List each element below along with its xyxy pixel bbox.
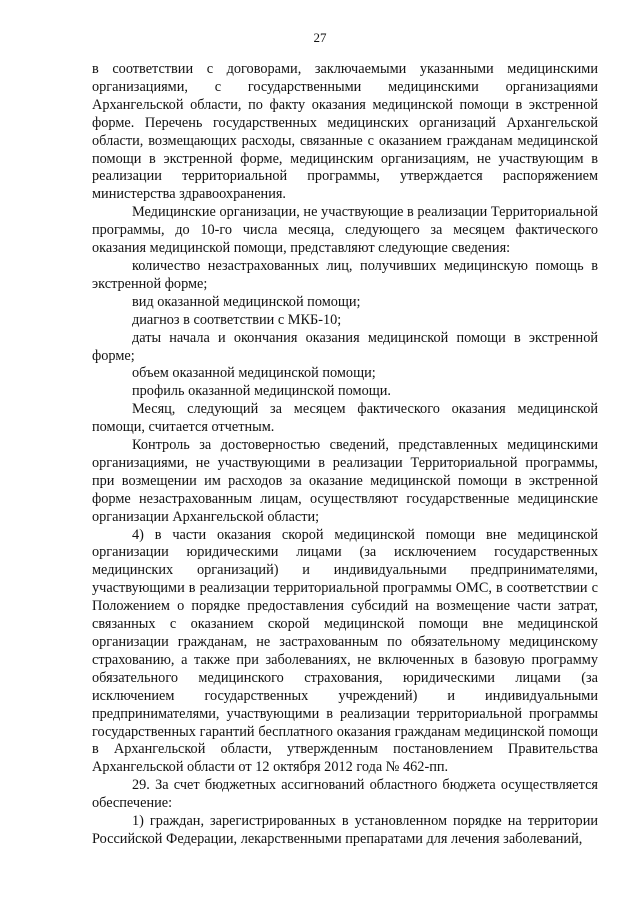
paragraph: 29. За счет бюджетных ассигнований областного бюджета осуществляется обеспечение: [92,777,598,812]
paragraph: вид оказанной медицинской помощи; [132,293,361,310]
paragraph: профиль оказанной медицинской помощи. [132,383,391,400]
paragraph: Контроль за достоверностью сведений, представленных медицинскими организациями, не участвующими в реализации Территориальной программы, при возмещении им расходов за оказание медицинской помощи в экстренной форме незастрахованным лицам, осуществляют государственные медицинские организации Архангельской области; [92,437,598,525]
paragraph: Медицинские организации, не участвующие в реализации Территориальной программы, до 10-го числа месяца, следующего за месяцем фактического оказания медицинской помощи, представляют следующие сведения: [92,204,598,257]
paragraph: 4) в части оказания скорой медицинской помощи вне медицинской организации юридическими лицами (за исключением государственных медицинских организаций) и индивидуальными предпринимателями, участвующими в реализации территориальной программы ОМС, в соответствии с Положением о порядке предоставления субсидий на возмещение части затрат, связанных с оказанием скорой медицинской помощи вне медицинской организации гражданам, не застрахованным по обязательному медицинскому страхованию, а также при заболеваниях, не включенных в базовую программу обязательного медицинского страхования, юридическими лицами (за исключением государственных учреждений) и индивидуальными предпринимателями, участвующими в реализации территориальной программы государственных гарантий бесплатного оказания гражданам медицинской помощи в Архангельской области, утвержденным постановлением Правительства Архангельской области от 12 октября 2012 года № 462-пп. [92,526,598,776]
body-text [92,61,598,849]
paragraph: 1) граждан, зарегистрированных в установленном порядке на территории Российской Федерации, лекарственными препаратами для лечения заболеваний, [92,813,598,847]
paragraph: диагноз в соответствии с МКБ-10; [132,311,342,328]
paragraph: даты начала и окончания оказания медицинской помощи в экстренной форме; [92,329,598,364]
paragraph: количество незастрахованных лиц, получивших медицинскую помощь в экстренной форме; [92,257,598,292]
paragraph: Месяц, следующий за месяцем фактического оказания медицинской помощи, считается отчетным. [92,401,598,436]
page-number: 27 [313,30,327,45]
paragraph: в соответствии с договорами, заключаемыми указанными медицинскими организациями, с государственными медицинскими организациями Архангельской области, по факту оказания медицинской помощи в экстренной форме. Перечень государственных медицинских организаций Архангельской области, возмещающих расходы, связанные с оказанием гражданам медицинской помощи в экстренной форме, медицинским организациям, не участвующим в реализации территориальной программы, утверждается распоряжением министерства здравоохранения. [92,61,598,203]
paragraph: объем оказанной медицинской помощи; [132,365,376,382]
